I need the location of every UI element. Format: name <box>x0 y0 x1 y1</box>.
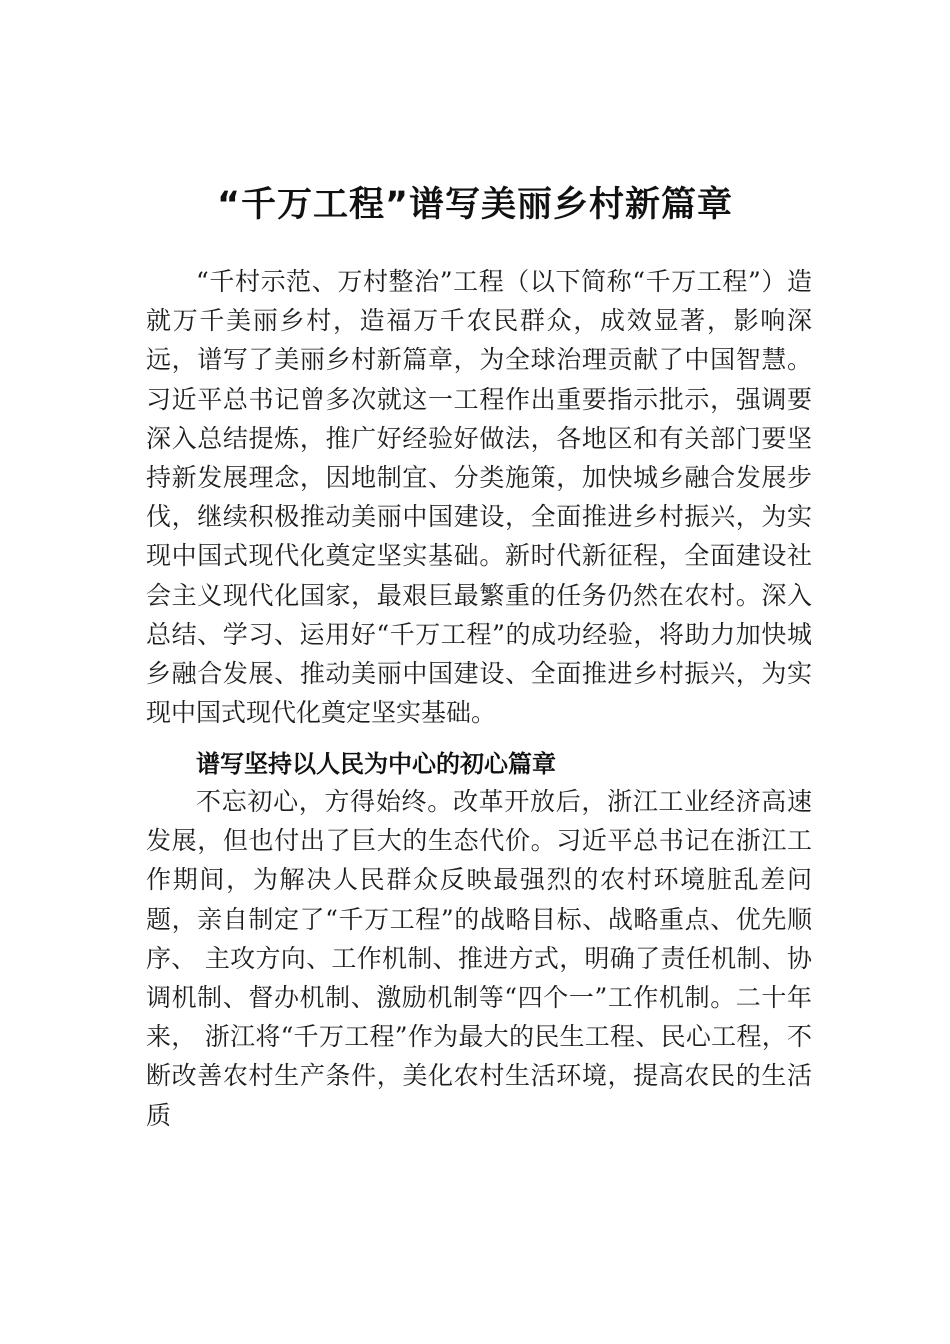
section-heading: 谱写坚持以人民为中心的初心篇章 <box>196 750 556 778</box>
document-title: “千万工程”谱写美丽乡村新篇章 <box>216 185 733 226</box>
intro-paragraph: “千村示范、万村整治”工程（以下简称“千万工程”）造就万千美丽乡村，造福万千农民群众，成效显著，影响深远，谱写了美丽乡村新篇章，为全球治理贡献了中国智慧。 习近平总书记曾多次就这一工程作出重要指示批示，强调要深入总结提炼，推广好经验好做法，各地区和有关部门要坚持新发展理念，因地制宜、分类施策，加快城乡融合发展步伐，继续积极推动美丽中国建设，全面推进乡村振兴，为实现中国式现代化奠定坚实基础。新时代新征程，全面建设社会主义现代化国家，最艰巨最繁重的任务仍然在农村。深入总结、学习、运用好“千万工程”的成功经验，将助力加快城乡融合发展、推动美丽中国建设、全面推进乡村振兴，为实现中国式现代化奠定坚实基础。 <box>146 267 812 728</box>
section-paragraph: 不忘初心，方得始终。改革开放后，浙江工业经济高速发展，但也付出了巨大的生态代价。习近平总书记在浙江工作期间，为解决人民群众反映最强烈的农村环境脏乱差问题，亲自制定了“千万工程”的战略目标、战略重点、优先顺序、 主攻方向、工作机制、推进方式，明确了责任机制、协调机制、督办机制、激励机制等“四个一”工作机制。二十年来， 浙江将“千万工程”作为最大的民生工程、民心工程，不断改善农村生产条件，美化农村生活环境，提高农民的生活质 <box>146 787 812 1130</box>
